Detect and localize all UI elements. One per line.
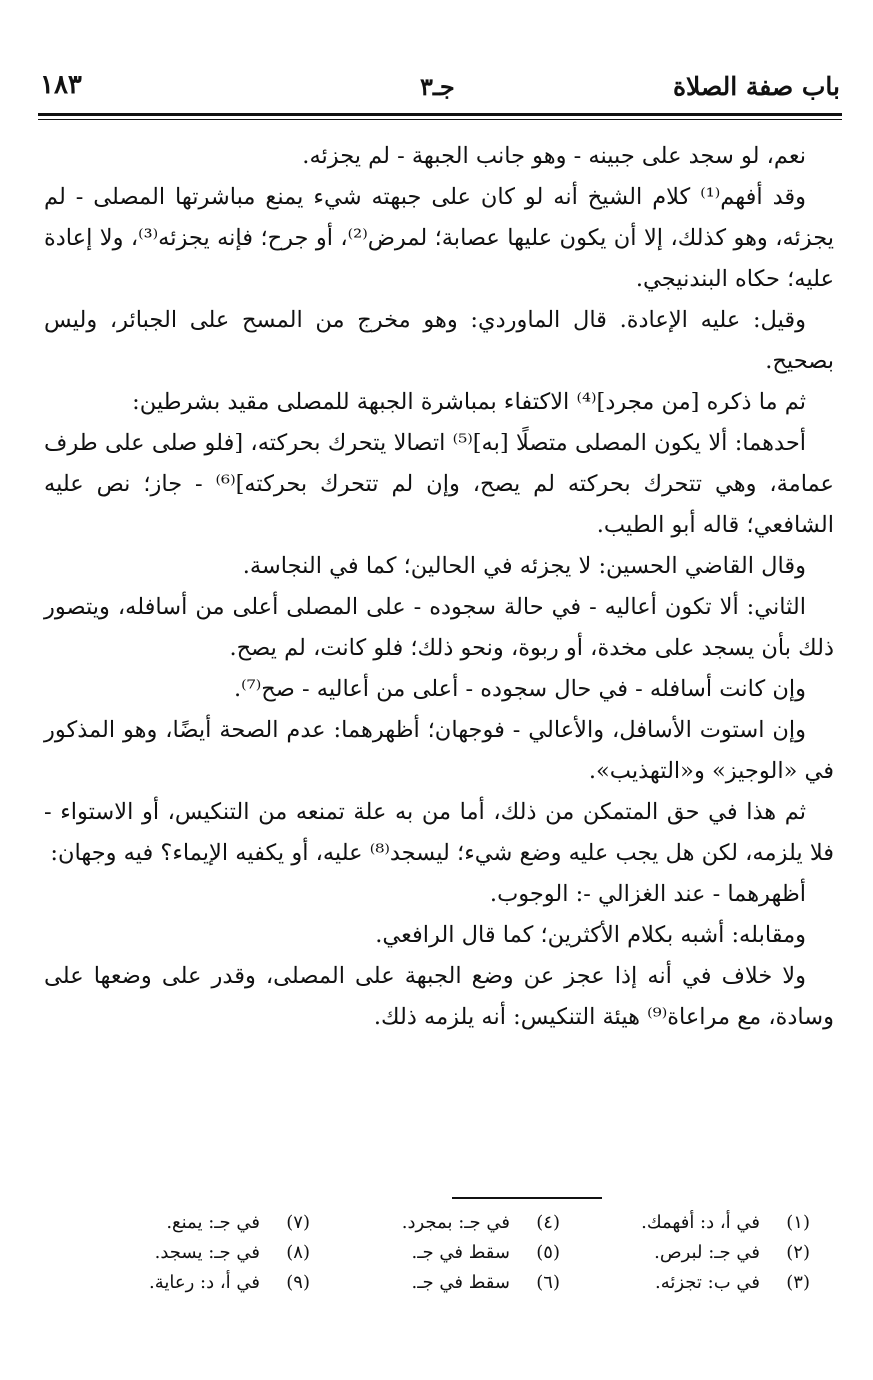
footnote-text: سقط في جـ.: [411, 1272, 510, 1293]
main-text: [44, 136, 834, 1038]
footnote: [560, 1208, 810, 1238]
footnote-text: في جـ: يمنع.: [166, 1212, 260, 1233]
footnote-number: (٤): [536, 1212, 560, 1233]
footnote-number: (٥): [536, 1242, 560, 1263]
paragraph: الثاني: ألا تكون أعاليه - في حالة سجوده - على المصلى أعلى من أسافله، ويتصور ذلك بأن يسجد على مخدة، أو ربوة، ونحو ذلك؛ فلو كانت، لم يصح.: [44, 594, 834, 661]
paragraph: وقيل: عليه الإعادة. قال الماوردي: وهو مخرج من المسح على الجبائر، وليس بصحيح.: [44, 307, 834, 374]
paragraph: نعم، لو سجد على جبينه - وهو جانب الجبهة - لم يجزئه.: [302, 143, 806, 169]
paragraph: ومقابله: أشبه بكلام الأكثرين؛ كما قال الرافعي.: [375, 922, 806, 948]
chapter-title: باب صفة الصلاة: [672, 72, 840, 101]
footnote: [310, 1268, 560, 1298]
footnote-text: في أ، د: أفهمك.: [641, 1212, 760, 1233]
paragraph: وإن كانت أسافله - في حال سجوده - أعلى من أعاليه - صح⁽⁷⁾.: [233, 676, 806, 702]
footnote: [560, 1268, 810, 1298]
footnote-number: (٨): [286, 1242, 310, 1263]
paragraph: أحدهما: ألا يكون المصلى متصلًا [به]⁽⁵⁾ اتصالا يتحرك بحركته، [فلو صلى على طرف عمامة، وهي تتحرك بحركته لم يصح، وإن لم تتحرك بحركته]⁽⁶⁾ - جاز؛ نص عليه الشافعي؛ قاله أبو الطيب.: [44, 430, 834, 538]
paragraph: أظهرهما - عند الغزالي -: الوجوب.: [489, 881, 806, 907]
paragraph: وقد أفهم⁽¹⁾ كلام الشيخ أنه لو كان على جبهته شيء يمنع مباشرتها المصلى - لم يجزئه، وهو كذلك، إلا أن يكون عليها عصابة؛ لمرض⁽²⁾، أو جرح؛ فإنه يجزئه⁽³⁾، ولا إعادة عليه؛ حكاه البندنيجي.: [44, 184, 834, 292]
page-number: ١٨٣: [40, 70, 82, 100]
footnote-text: في جـ: يسجد.: [154, 1242, 260, 1263]
footnote-column: [60, 1208, 310, 1298]
footnote: [310, 1208, 560, 1238]
footnote-number: (١): [786, 1212, 810, 1233]
footnote: [560, 1238, 810, 1268]
volume-number: جـ٣: [420, 72, 455, 101]
footnote: [60, 1268, 310, 1298]
footnote-text: في جـ: بمجرد.: [401, 1212, 510, 1233]
footnotes: [40, 1208, 810, 1298]
paragraph: ثم هذا في حق المتمكن من ذلك، أما من به علة تمنعه من التنكيس، أو الاستواء - فلا يلزمه، لكن هل يجب عليه وضع شيء؛ ليسجد⁽⁸⁾ عليه، أو يكفيه الإيماء؟ فيه وجهان:: [44, 799, 834, 866]
running-header: [40, 66, 840, 110]
footnote-number: (٢): [786, 1242, 810, 1263]
footnote: [60, 1238, 310, 1268]
footnote-number: (٧): [286, 1212, 310, 1233]
footnote-text: سقط في جـ.: [411, 1242, 510, 1263]
footnote-text: في جـ: لبرص.: [654, 1242, 760, 1263]
footnote-number: (٦): [536, 1272, 560, 1293]
paragraph: وقال القاضي الحسين: لا يجزئه في الحالين؛ كما في النجاسة.: [242, 553, 806, 579]
footnote-number: (٩): [286, 1272, 310, 1293]
footnote-separator: [452, 1197, 602, 1199]
header-rule-thin: [38, 119, 842, 120]
header-rule-thick: [38, 113, 842, 116]
paragraph: وإن استوت الأسافل، والأعالي - فوجهان؛ أظهرهما: عدم الصحة أيضًا، وهو المذكور في «الوجيز» و«التهذيب».: [44, 717, 834, 784]
footnote-text: في ب: تجزئه.: [654, 1272, 760, 1293]
footnote-number: (٣): [786, 1272, 810, 1293]
footnote-column: [560, 1208, 810, 1298]
footnote-column: [310, 1208, 560, 1298]
paragraph: ثم ما ذكره [من مجرد]⁽⁴⁾ الاكتفاء بمباشرة الجبهة للمصلى مقيد بشرطين:: [132, 389, 806, 415]
paragraph: ولا خلاف في أنه إذا عجز عن وضع الجبهة على المصلى، وقدر على وضعها على وسادة، مع مراعاة⁽⁹⁾ هيئة التنكيس: أنه يلزمه ذلك.: [44, 963, 834, 1030]
footnote: [310, 1238, 560, 1268]
footnote: [60, 1208, 310, 1238]
footnote-text: في أ، د: رعاية.: [149, 1272, 260, 1293]
